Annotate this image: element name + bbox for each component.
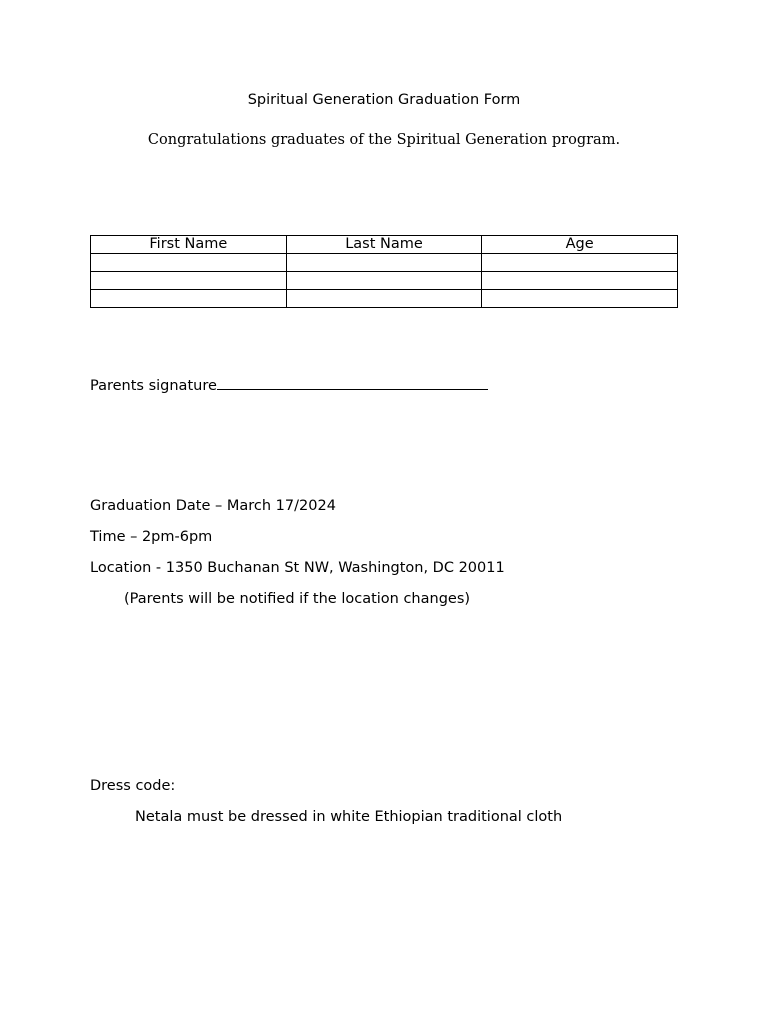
cell-age[interactable] [482,290,678,308]
table-header-row [91,236,678,254]
column-header-last-name: Last Name [286,236,482,254]
cell-last-name[interactable] [286,254,482,272]
parents-signature-line [90,373,488,394]
dress-code-text: Netala must be dressed in white Ethiopian traditional cloth [135,809,563,825]
cell-first-name[interactable] [91,254,287,272]
graduation-location: Location - 1350 Buchanan St NW, Washington, DC 20011 [90,560,505,576]
column-header-first-name: First Name [91,236,287,254]
cell-first-name[interactable] [91,290,287,308]
cell-first-name[interactable] [91,272,287,290]
form-title: Spiritual Generation Graduation Form [247,92,521,108]
parents-signature-label: Parents signature [90,378,217,394]
table-row [91,254,678,272]
location-note: (Parents will be notified if the location changes) [124,591,471,607]
graduation-time: Time – 2pm-6pm [90,529,213,545]
cell-last-name[interactable] [286,290,482,308]
form-subtitle: Congratulations graduates of the Spiritual Generation program. [147,132,621,148]
graduate-table [90,235,678,308]
cell-last-name[interactable] [286,272,482,290]
column-header-age: Age [482,236,678,254]
signature-blank[interactable] [217,373,488,390]
table-row [91,272,678,290]
graduation-date: Graduation Date – March 17/2024 [90,498,336,514]
cell-age[interactable] [482,272,678,290]
table-row [91,290,678,308]
cell-age[interactable] [482,254,678,272]
dress-code-label: Dress code: [90,778,176,794]
